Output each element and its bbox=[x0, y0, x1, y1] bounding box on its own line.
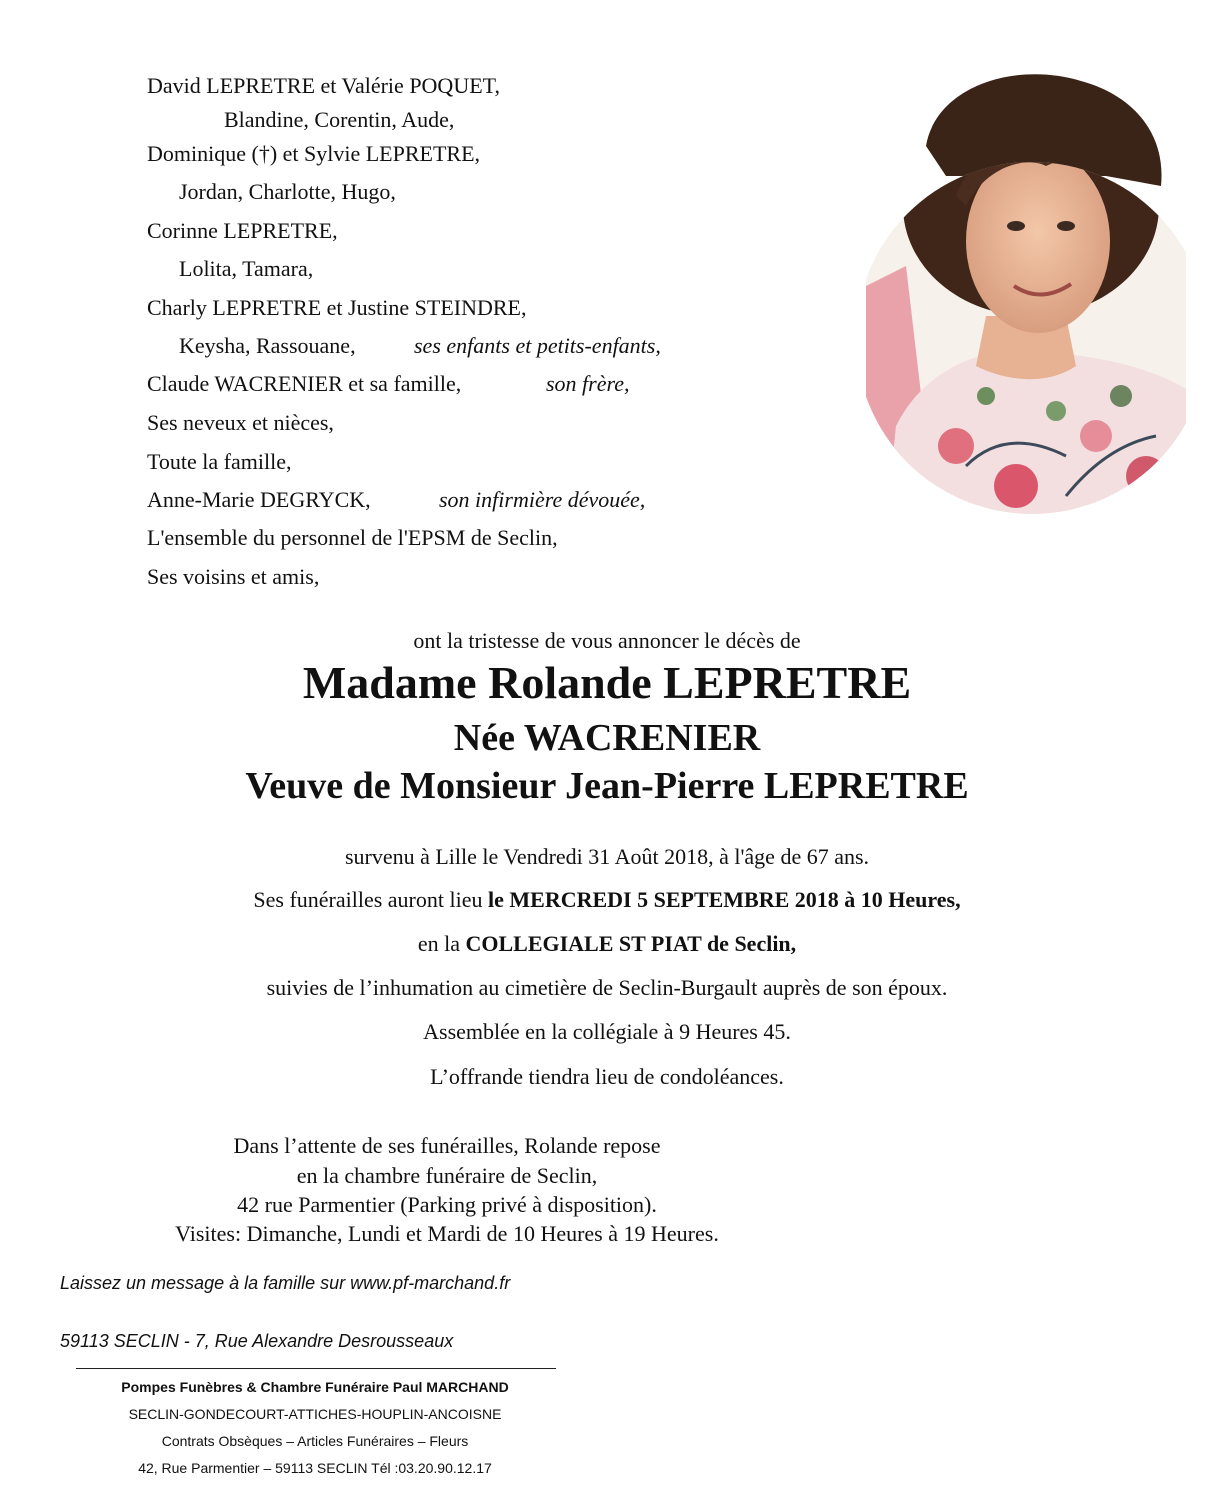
footer-company: Pompes Funèbres & Chambre Funéraire Paul MARCHAND bbox=[121, 1379, 509, 1395]
family-line: David LEPRETRE et Valérie POQUET, bbox=[147, 73, 500, 98]
footer-services: Contrats Obsèques – Articles Funéraires – Fleurs bbox=[161, 1433, 469, 1449]
place-name: COLLEGIALE ST PIAT de Seclin, bbox=[465, 931, 797, 956]
footer-towns: SECLIN-GONDECOURT-ATTICHES-HOUPLIN-ANCOISNE bbox=[128, 1406, 502, 1422]
funeral-date: le MERCREDI 5 SEPTEMBRE 2018 à 10 Heures, bbox=[488, 887, 961, 912]
funeral-info bbox=[0, 887, 1214, 913]
offering-info: L’offrande tiendra lieu de condoléances. bbox=[430, 1064, 784, 1089]
family-line: Lolita, Tamara, bbox=[179, 256, 314, 281]
funeral-place bbox=[0, 931, 1214, 957]
family-role: son frère, bbox=[546, 371, 630, 396]
family-line: Claude WACRENIER et sa famille, bbox=[147, 371, 462, 396]
portrait-photo bbox=[866, 66, 1186, 522]
website-message[interactable]: Laissez un message à la famille sur www.pf-marchand.fr bbox=[60, 1273, 511, 1293]
family-line: Charly LEPRETRE et Justine STEINDRE, bbox=[147, 295, 527, 320]
family-line: Jordan, Charlotte, Hugo, bbox=[179, 179, 396, 204]
maiden-name: Née WACRENIER bbox=[453, 717, 761, 759]
rest-line: Dans l’attente de ses funérailles, Rolande repose bbox=[233, 1133, 661, 1158]
family-line: Anne-Marie DEGRYCK, bbox=[147, 487, 371, 512]
family-role: ses enfants et petits-enfants, bbox=[414, 333, 661, 358]
family-line: Dominique (†) et Sylvie LEPRETRE, bbox=[147, 141, 481, 166]
footer-divider bbox=[76, 1368, 556, 1369]
deceased-name: Madame Rolande LEPRETRE bbox=[302, 657, 912, 708]
rest-line: en la chambre funéraire de Seclin, bbox=[296, 1163, 598, 1188]
funeral-prefix: Ses funérailles auront lieu bbox=[253, 887, 488, 912]
assembly-info: Assemblée en la collégiale à 9 Heures 45. bbox=[423, 1019, 791, 1044]
footer-address: 42, Rue Parmentier – 59113 SECLIN Tél :03.20.90.12.17 bbox=[138, 1460, 492, 1476]
rest-line: 42 rue Parmentier (Parking privé à disposition). bbox=[237, 1192, 657, 1217]
family-line: Keysha, Rassouane, bbox=[179, 333, 356, 358]
family-line: L'ensemble du personnel de l'EPSM de Seclin, bbox=[147, 525, 558, 550]
announcement-intro: ont la tristesse de vous annoncer le décès de bbox=[413, 628, 801, 653]
agency-address: 59113 SECLIN - 7, Rue Alexandre Desrousseaux bbox=[60, 1331, 454, 1351]
family-line: Ses voisins et amis, bbox=[147, 564, 320, 589]
family-line: Corinne LEPRETRE, bbox=[147, 218, 338, 243]
family-line: Toute la famille, bbox=[147, 449, 292, 474]
place-prefix: en la bbox=[417, 931, 466, 956]
rest-line: Visites: Dimanche, Lundi et Mardi de 10 Heures à 19 Heures. bbox=[175, 1221, 719, 1246]
family-line: Blandine, Corentin, Aude, bbox=[224, 107, 455, 132]
burial-info: suivies de l’inhumation au cimetière de Seclin-Burgault auprès de son époux. bbox=[266, 975, 948, 1000]
family-role: son infirmière dévouée, bbox=[439, 487, 646, 512]
family-line: Ses neveux et nièces, bbox=[147, 410, 334, 435]
death-info: survenu à Lille le Vendredi 31 Août 2018, à l'âge de 67 ans. bbox=[344, 844, 870, 869]
widow-line: Veuve de Monsieur Jean-Pierre LEPRETRE bbox=[245, 765, 969, 807]
